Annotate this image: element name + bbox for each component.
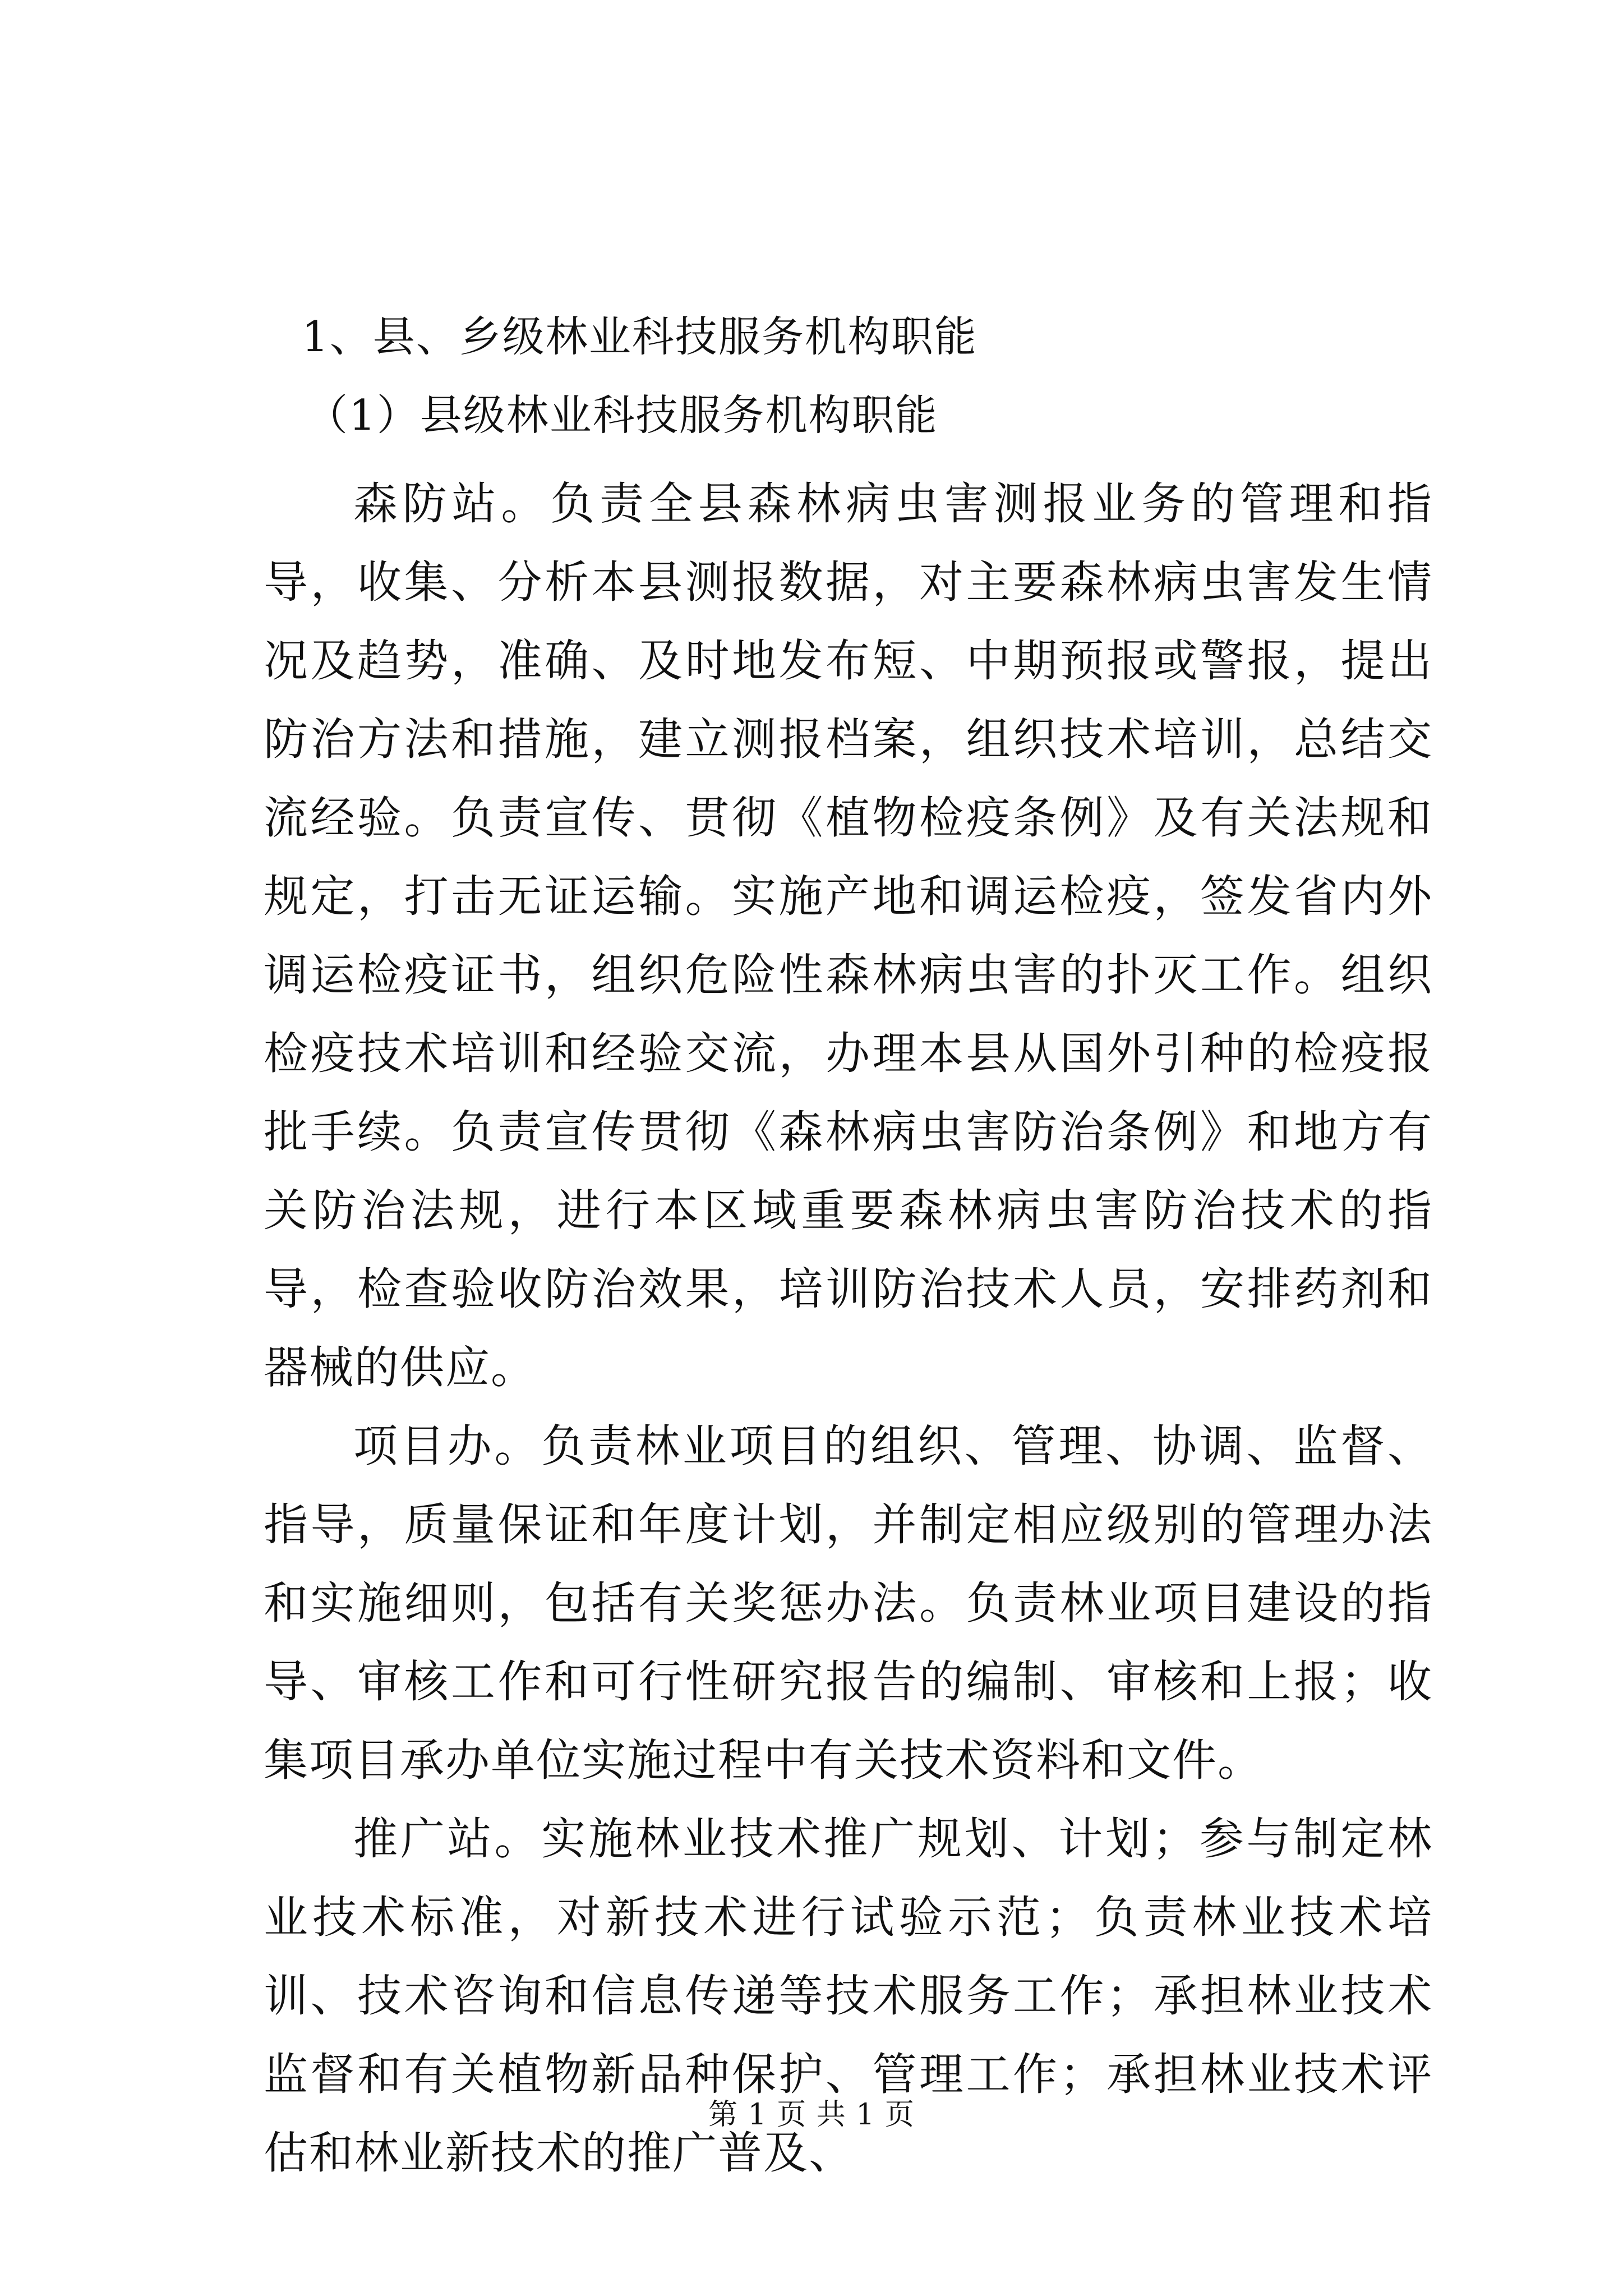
section-heading: 1、县、乡级林业科技服务机构职能	[302, 312, 978, 361]
page-number-footer: 第 1 页 共 1 页	[708, 2098, 915, 2132]
paragraph-forest-protection-station: 森防站。负责全县森林病虫害测报业务的管理和指导，收集、分析本县测报数据，对主要森林病虫害发生情况及趋势，准确、及时地发布短、中期预报或警报，提出防治方法和措施，建立测报档案，组织技术培训，总结交流经验。负责宣传、贯彻《植物检疫条例》及有关法规和规定，打击无证运输。实施产地和调运检疫，签发省内外调运检疫证书，组织危险性森林病虫害的扑灭工作。组织检疫技术培训和经验交流，办理本县从国外引种的检疫报批手续。负责宣传贯彻《森林病虫害防治条例》和地方有关防治法规，进行本区域重要森林病虫害防治技术的指导，检查验收防治效果，培训防治技术人员，安排药剂和器械的供应。	[264, 478, 1433, 1393]
subsection-heading: （1）县级林业科技服务机构职能	[306, 390, 938, 440]
paragraph-project-office: 项目办。负责林业项目的组织、管理、协调、监督、指导，质量保证和年度计划，并制定相应级别的管理办法和实施细则，包括有关奖惩办法。负责林业项目建设的指导、审核工作和可行性研究报告的编制、审核和上报；收集项目承办单位实施过程中有关技术资料和文件。	[264, 1420, 1433, 1786]
document-body	[264, 307, 1433, 2192]
paragraph-extension-station: 推广站。实施林业技术推广规划、计划；参与制定林业技术标准，对新技术进行试验示范；负责林业技术培训、技术咨询和信息传递等技术服务工作；承担林业技术监督和有关植物新品种保护、管理工作；承担林业技术评估和林业新技术的推广普及、	[264, 1813, 1433, 2179]
